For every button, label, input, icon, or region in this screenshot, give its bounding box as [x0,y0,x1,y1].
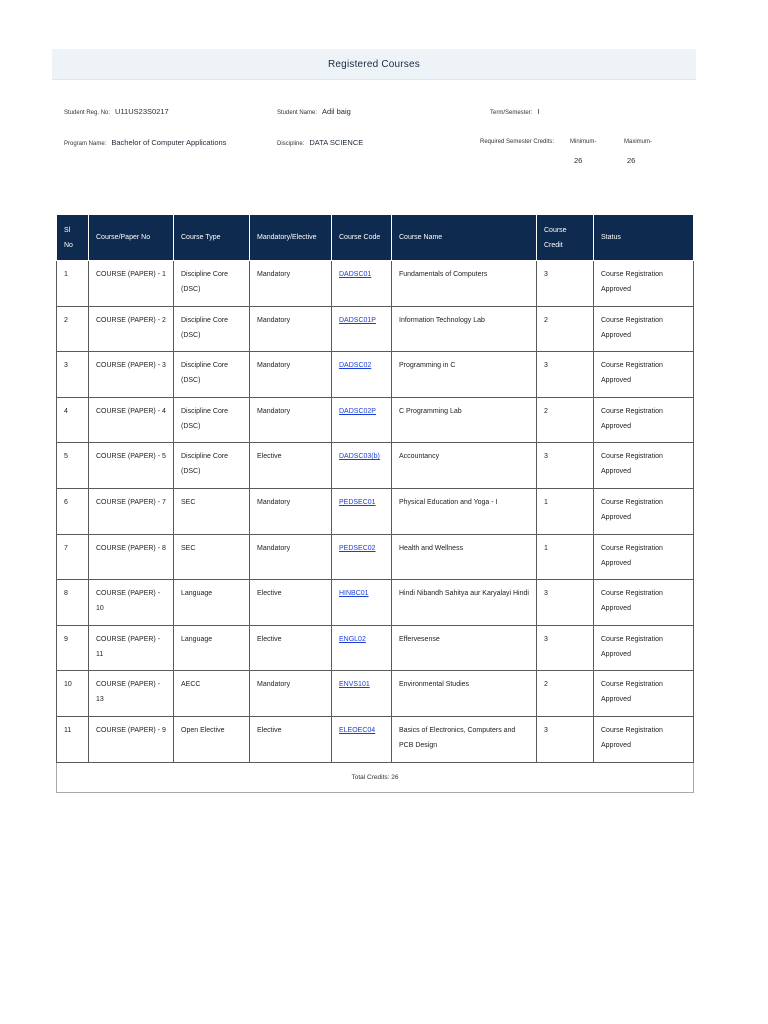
cell-course-code [332,580,392,626]
cell-mandatory-elective: Elective [250,716,332,762]
cell-course-name: Effervesense [392,625,537,671]
cell-course-type: Open Elective [174,716,250,762]
cell-course-code [332,488,392,534]
cell-status: Course Registration Approved [594,488,694,534]
required-credits [480,139,554,145]
cell-status: Course Registration Approved [594,352,694,398]
cell-course-type: Discipline Core (DSC) [174,443,250,489]
page-header [52,49,696,80]
discipline-label: Discipline: [277,141,305,147]
table-row [57,352,694,398]
cell-sl-no: 4 [57,397,89,443]
cell-course-paper-no: COURSE (PAPER) - 5 [89,443,174,489]
discipline-value: DATA SCIENCE [309,138,364,147]
cell-course-type: Discipline Core (DSC) [174,306,250,352]
cell-course-paper-no: COURSE (PAPER) - 3 [89,352,174,398]
cell-status: Course Registration Approved [594,534,694,580]
cell-course-credit: 1 [537,534,594,580]
cell-sl-no: 6 [57,488,89,534]
cell-mandatory-elective: Elective [250,625,332,671]
table-row [57,261,694,307]
page-title: Registered Courses [328,58,420,70]
cell-status: Course Registration Approved [594,306,694,352]
cell-course-name: Fundamentals of Computers [392,261,537,307]
cell-course-type: Discipline Core (DSC) [174,397,250,443]
table-row [57,534,694,580]
cell-mandatory-elective: Mandatory [250,352,332,398]
cell-course-code [332,352,392,398]
cell-course-paper-no: COURSE (PAPER) - 8 [89,534,174,580]
cell-course-credit: 2 [537,671,594,717]
cell-course-type: SEC [174,534,250,580]
course-code-link[interactable]: DADSC03(b) [339,453,380,461]
cell-course-name: Basics of Electronics, Computers and PCB Design [392,716,537,762]
cell-sl-no: 11 [57,716,89,762]
cell-sl-no: 2 [57,306,89,352]
cell-status: Course Registration Approved [594,716,694,762]
header-mandatory-elective: Mandatory/Elective [250,215,332,261]
cell-course-name: Environmental Studies [392,671,537,717]
table-row [57,716,694,762]
course-code-link[interactable]: DADSC02 [339,362,372,370]
program-value: Bachelor of Computer Applications [111,138,227,147]
cell-course-type: Discipline Core (DSC) [174,261,250,307]
table-row [57,580,694,626]
student-name-label: Student Name: [277,110,318,116]
cell-sl-no: 1 [57,261,89,307]
cell-course-name: Accountancy [392,443,537,489]
cell-course-credit: 2 [537,397,594,443]
cell-course-type: Language [174,580,250,626]
cell-course-code [332,534,392,580]
student-name [277,107,351,116]
cell-sl-no: 10 [57,671,89,717]
cell-sl-no: 8 [57,580,89,626]
cell-course-name: Programming in C [392,352,537,398]
cell-mandatory-elective: Mandatory [250,534,332,580]
cell-course-credit: 3 [537,261,594,307]
discipline [277,138,363,147]
course-code-link[interactable]: HINBC01 [339,590,369,598]
term-label: Term/Semester: [490,110,533,116]
cell-status: Course Registration Approved [594,397,694,443]
cell-course-code [332,261,392,307]
cell-sl-no: 9 [57,625,89,671]
header-course-name: Course Name [392,215,537,261]
cell-course-code [332,397,392,443]
cell-course-name: Physical Education and Yoga - I [392,488,537,534]
cell-mandatory-elective: Mandatory [250,397,332,443]
table-row [57,671,694,717]
cell-course-paper-no: COURSE (PAPER) - 10 [89,580,174,626]
course-code-link[interactable]: DADSC02P [339,407,376,415]
cell-course-paper-no: COURSE (PAPER) - 7 [89,488,174,534]
cell-status: Course Registration Approved [594,671,694,717]
total-credits: Total Credits: 26 [57,762,694,792]
credits-minimum [570,139,596,145]
cell-sl-no: 7 [57,534,89,580]
header-course-credit: Course Credit [537,215,594,261]
total-credits-row [57,762,694,792]
table-row [57,488,694,534]
cell-sl-no: 3 [57,352,89,398]
cell-course-credit: 3 [537,443,594,489]
cell-course-code [332,443,392,489]
cell-course-name: Hindi Nibandh Sahitya aur Karyalayi Hindi [392,580,537,626]
course-code-link[interactable]: ENVS101 [339,681,370,689]
cell-course-paper-no: COURSE (PAPER) - 13 [89,671,174,717]
cell-course-type: Language [174,625,250,671]
course-code-link[interactable]: PEDSEC02 [339,544,376,552]
course-code-link[interactable]: ENGL02 [339,635,366,643]
cell-course-credit: 2 [537,306,594,352]
cell-course-credit: 3 [537,580,594,626]
student-name-value: Adil baig [322,107,351,116]
cell-course-paper-no: COURSE (PAPER) - 11 [89,625,174,671]
cell-course-type: AECC [174,671,250,717]
cell-course-credit: 1 [537,488,594,534]
cell-status: Course Registration Approved [594,261,694,307]
cell-course-type: Discipline Core (DSC) [174,352,250,398]
table-row [57,306,694,352]
max-label: Maximum- [624,139,652,145]
max-credits-value: 26 [627,156,636,165]
cell-sl-no: 5 [57,443,89,489]
min-label: Minimum- [570,139,597,145]
table-row [57,397,694,443]
cell-course-code [332,306,392,352]
cell-mandatory-elective: Elective [250,443,332,489]
registered-courses-table [56,214,694,793]
cell-course-credit: 3 [537,625,594,671]
credits-maximum [624,139,652,145]
cell-status: Course Registration Approved [594,625,694,671]
cell-course-paper-no: COURSE (PAPER) - 4 [89,397,174,443]
table-header-row [57,215,694,261]
cell-course-code [332,716,392,762]
cell-course-name: Information Technology Lab [392,306,537,352]
term-semester [490,107,539,116]
cell-course-code [332,625,392,671]
cell-course-name: C Programming Lab [392,397,537,443]
term-value: I [537,107,540,116]
cell-mandatory-elective: Mandatory [250,488,332,534]
course-code-link[interactable]: DADSC01 [339,271,372,278]
header-status: Status [594,215,694,261]
cell-course-paper-no: COURSE (PAPER) - 1 [89,261,174,307]
course-code-link[interactable]: DADSC01P [339,316,376,324]
student-reg-no [64,107,169,116]
cell-mandatory-elective: Mandatory [250,671,332,717]
cell-mandatory-elective: Mandatory [250,261,332,307]
cell-course-type: SEC [174,488,250,534]
min-credits-value: 26 [574,156,583,165]
cell-course-paper-no: COURSE (PAPER) - 9 [89,716,174,762]
header-course-type: Course Type [174,215,250,261]
cell-status: Course Registration Approved [594,443,694,489]
program-name [64,138,226,147]
course-code-link[interactable]: ELEOEC04 [339,726,376,734]
cell-course-credit: 3 [537,352,594,398]
reg-no-label: Student Reg. No: [64,110,111,116]
required-credits-label: Required Semester Credits: [480,139,555,145]
header-course-code: Course Code [332,215,392,261]
reg-no-value: U11US23S0217 [115,107,169,116]
table-row [57,625,694,671]
cell-course-name: Health and Wellness [392,534,537,580]
cell-course-code [332,671,392,717]
header-sl-no: Sl No [57,215,89,261]
course-code-link[interactable]: PEDSEC01 [339,498,376,506]
cell-course-paper-no: COURSE (PAPER) - 2 [89,306,174,352]
cell-status: Course Registration Approved [594,580,694,626]
cell-mandatory-elective: Mandatory [250,306,332,352]
table-row [57,443,694,489]
header-course-paper-no: Course/Paper No [89,215,174,261]
program-label: Program Name: [64,141,107,147]
cell-mandatory-elective: Elective [250,580,332,626]
cell-course-credit: 3 [537,716,594,762]
